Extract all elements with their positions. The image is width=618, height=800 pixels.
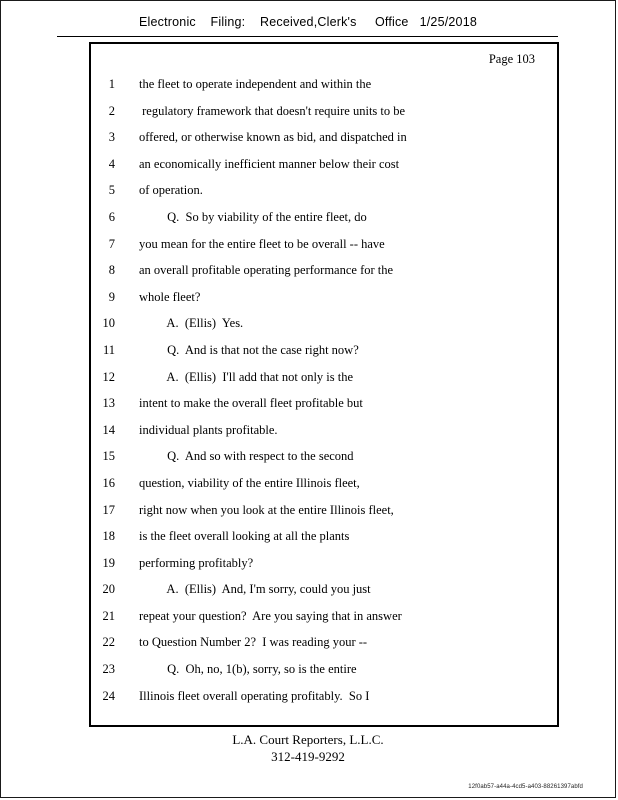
- line-text: A. (Ellis) I'll add that not only is the: [139, 369, 354, 384]
- transcript-line: [91, 204, 557, 231]
- transcript-line: [91, 497, 557, 524]
- page-number-label: Page 103: [488, 52, 535, 66]
- line-number: 17: [102, 502, 115, 517]
- line-number: 19: [102, 555, 115, 570]
- transcript-line: [91, 151, 557, 178]
- reporter-company: L.A. Court Reporters, L.L.C.: [232, 732, 384, 747]
- line-text: regulatory framework that doesn't require units to be: [139, 103, 406, 118]
- line-text: individual plants profitable.: [139, 422, 278, 437]
- line-text: Illinois fleet overall operating profitably. So I: [139, 688, 370, 703]
- reporter-phone: 312-419-9292: [271, 748, 345, 764]
- line-text: whole fleet?: [139, 289, 201, 304]
- line-text: Q. So by viability of the entire fleet, do: [139, 209, 367, 224]
- line-number: 10: [102, 316, 115, 331]
- line-number: 1: [108, 77, 115, 91]
- line-text: Q. And so with respect to the second: [139, 449, 354, 464]
- document-id-stamp: 12f0ab57-a44a-4cd5-a403-88261397abfd: [468, 784, 583, 790]
- line-text: right now when you look at the entire Illinois fleet,: [139, 502, 394, 517]
- transcript-line: [91, 231, 557, 258]
- electronic-filing-stamp: Electronic Filing: Received,Clerk's Office 1/25/2018: [138, 15, 477, 29]
- transcript-lines: [91, 71, 557, 709]
- transcript-line: [91, 310, 557, 337]
- line-number: 13: [102, 396, 115, 411]
- transcript-line: [91, 417, 557, 444]
- transcript-line: [91, 257, 557, 284]
- line-number: 7: [108, 236, 115, 251]
- transcript-line: [91, 683, 557, 710]
- line-number: 24: [102, 688, 115, 703]
- transcript-line: [91, 550, 557, 577]
- line-text: repeat your question? Are you saying that in answer: [139, 608, 402, 623]
- line-text: Q. And is that not the case right now?: [139, 342, 359, 357]
- transcript-line: [91, 284, 557, 311]
- line-text: to Question Number 2? I was reading your --: [139, 635, 368, 650]
- line-number: 8: [108, 263, 115, 278]
- line-text: performing profitably?: [139, 555, 254, 570]
- line-number: 9: [108, 289, 115, 304]
- line-number: 12: [102, 369, 115, 384]
- transcript-line: [91, 656, 557, 683]
- line-text: A. (Ellis) Yes.: [139, 316, 244, 331]
- transcript-line: [91, 98, 557, 125]
- line-text: an economically inefficient manner below their cost: [139, 156, 400, 171]
- transcript-line: [91, 629, 557, 656]
- line-text: you mean for the entire fleet to be overall -- have: [139, 236, 385, 251]
- transcript-line: [91, 177, 557, 204]
- transcript-box: [89, 42, 559, 727]
- line-number: 11: [102, 342, 115, 357]
- line-text: intent to make the overall fleet profitable but: [139, 396, 363, 411]
- transcript-line: [91, 337, 557, 364]
- line-number: 23: [102, 662, 115, 677]
- line-number: 6: [108, 209, 115, 224]
- transcript-line: [91, 523, 557, 550]
- line-number: 16: [102, 475, 115, 490]
- line-number: 22: [102, 635, 115, 650]
- line-text: A. (Ellis) And, I'm sorry, could you just: [139, 582, 371, 597]
- line-text: the fleet to operate independent and within the: [139, 77, 372, 91]
- line-number: 2: [108, 103, 115, 118]
- transcript-line: [91, 71, 557, 98]
- transcript-line: [91, 390, 557, 417]
- transcript-line: [91, 470, 557, 497]
- transcript-line: [91, 364, 557, 391]
- transcript-line: [91, 576, 557, 603]
- line-number: 15: [102, 449, 115, 464]
- header-divider: [57, 36, 558, 37]
- line-text: question, viability of the entire Illinois fleet,: [139, 475, 360, 490]
- transcript-line: [91, 124, 557, 151]
- line-number: 4: [108, 156, 115, 171]
- line-text: of operation.: [139, 183, 203, 198]
- line-number: 3: [108, 130, 115, 145]
- line-number: 20: [102, 582, 115, 597]
- transcript-line: [91, 443, 557, 470]
- line-number: 18: [102, 529, 115, 544]
- line-text: Q. Oh, no, 1(b), sorry, so is the entire: [139, 662, 357, 677]
- transcript-line: [91, 603, 557, 630]
- line-text: offered, or otherwise known as bid, and dispatched in: [139, 130, 407, 145]
- line-number: 21: [102, 608, 115, 623]
- line-text: is the fleet overall looking at all the plants: [139, 529, 350, 544]
- line-number: 14: [102, 422, 115, 437]
- line-number: 5: [108, 183, 115, 198]
- reporter-footer: [1, 732, 615, 766]
- line-text: an overall profitable operating performance for the: [139, 263, 394, 278]
